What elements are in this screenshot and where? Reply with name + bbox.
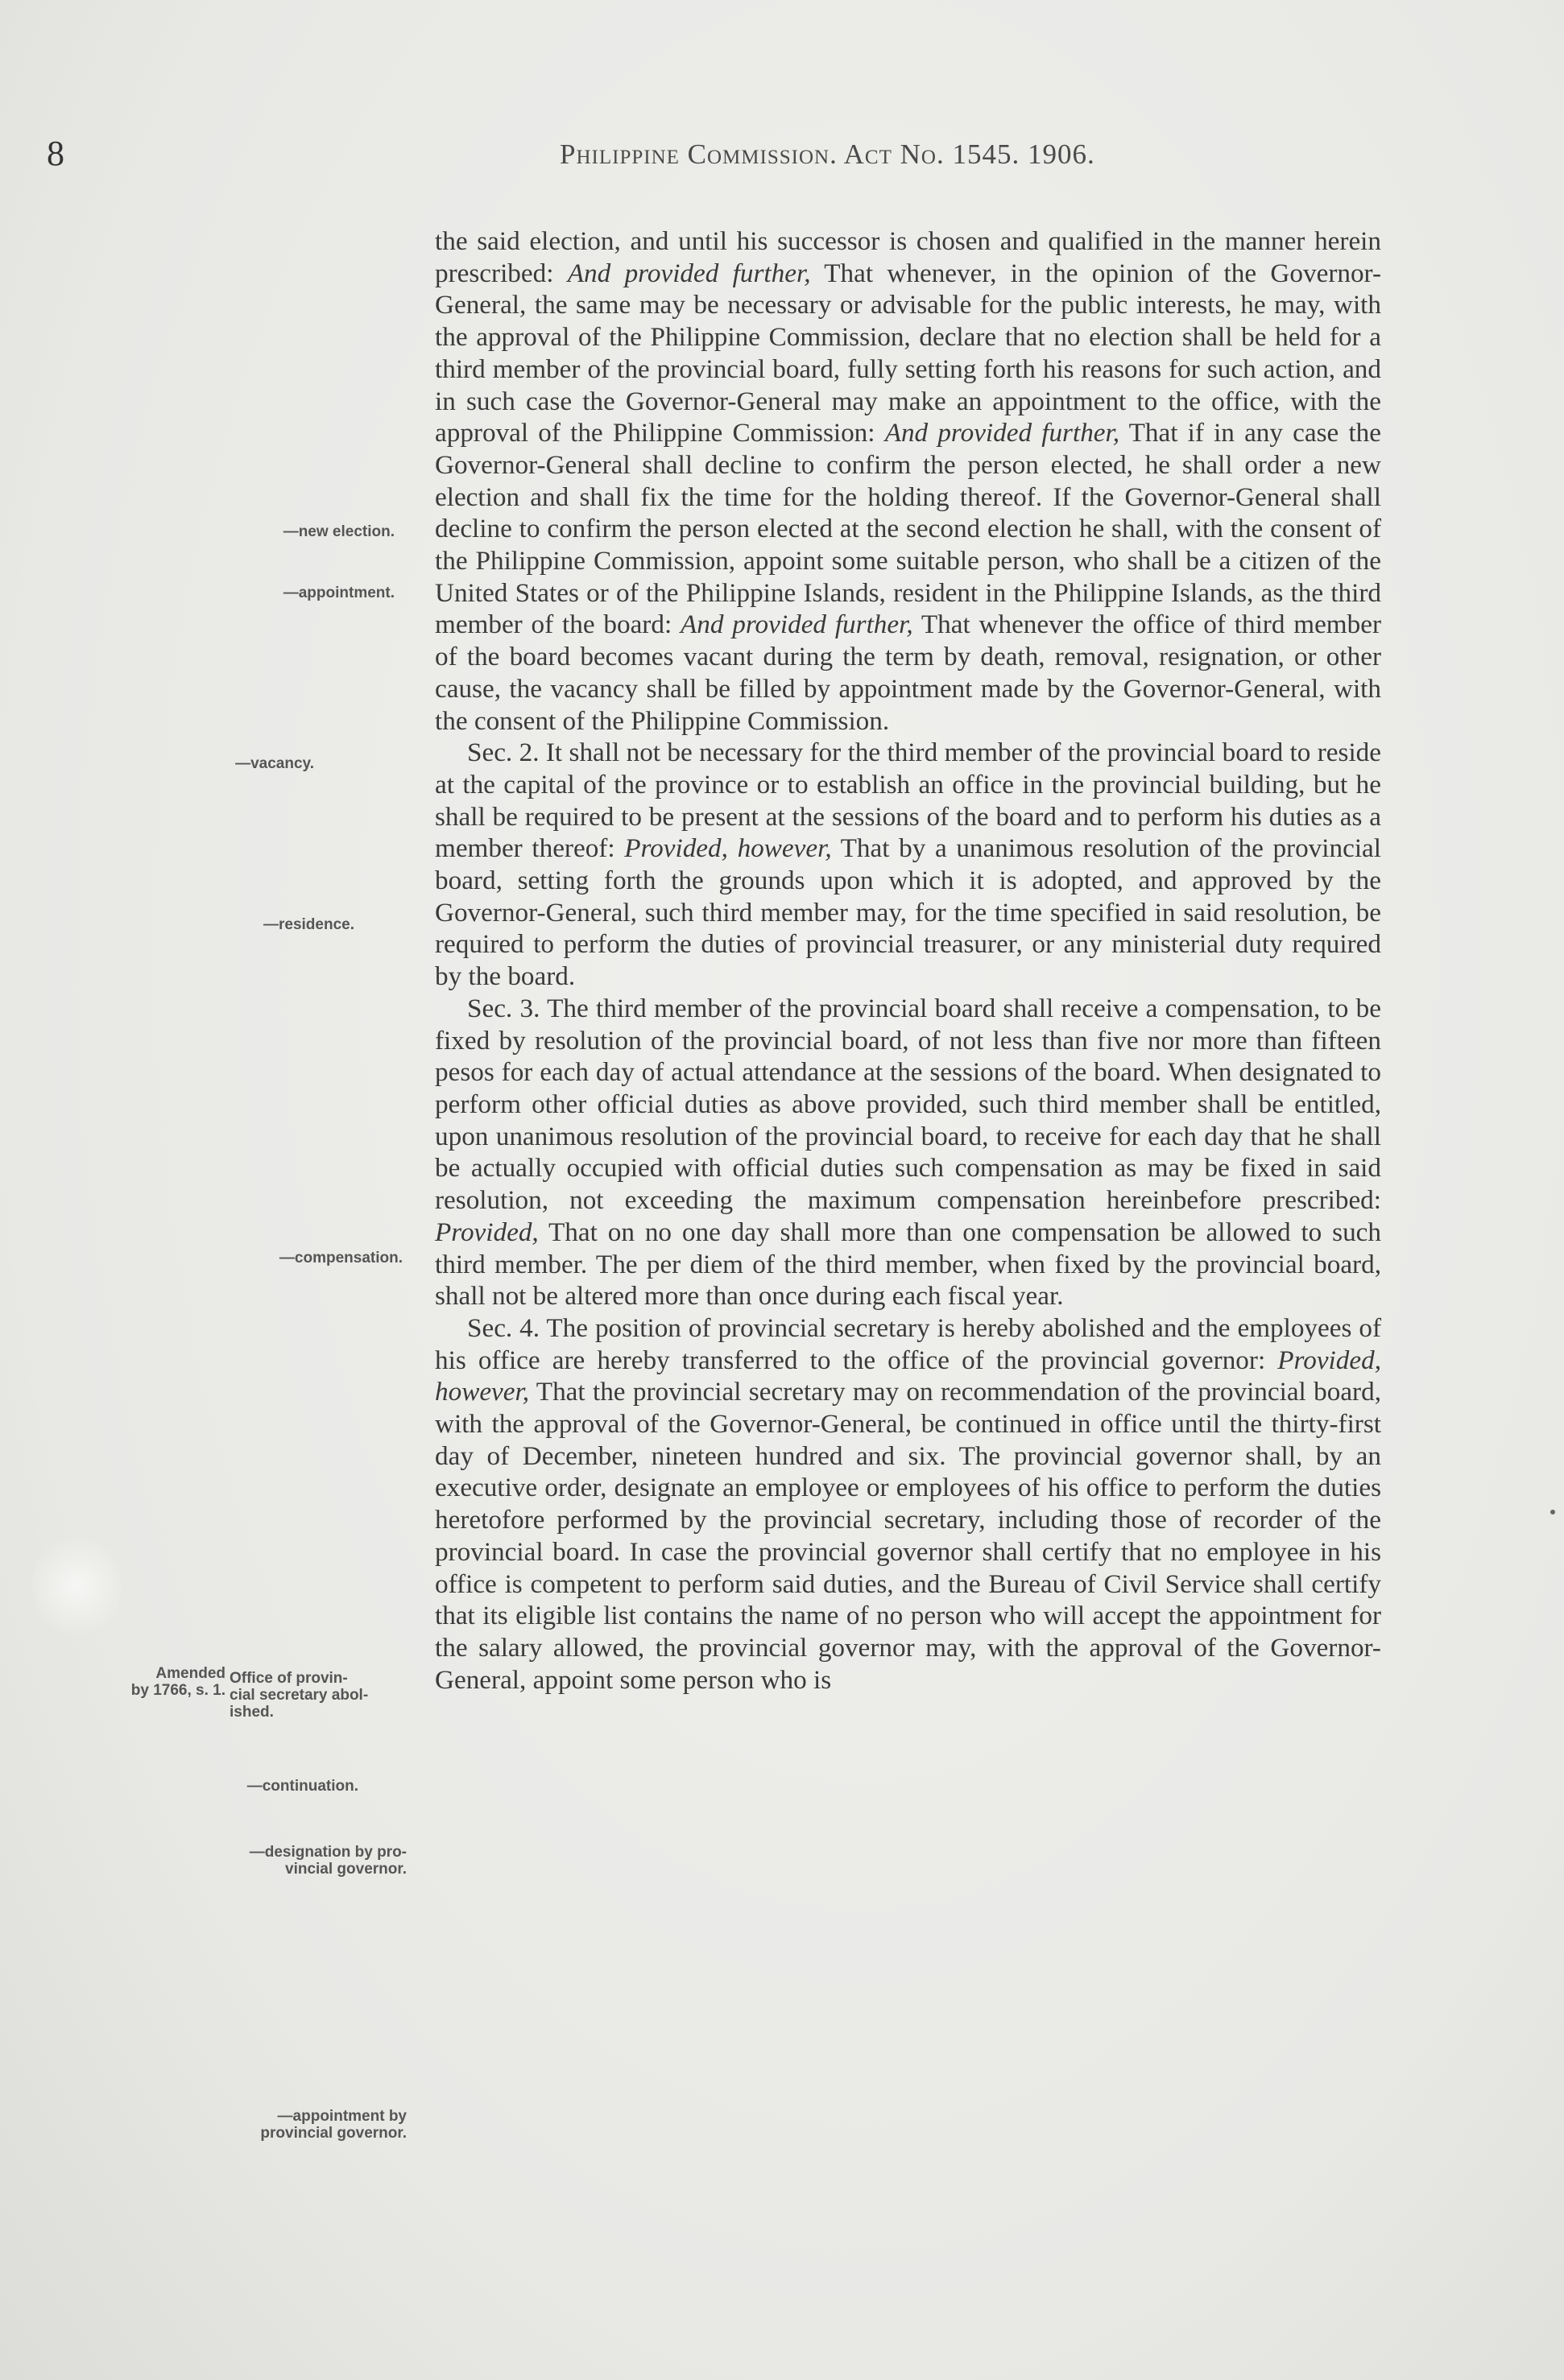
paragraph-section-4 [435, 1312, 1381, 1696]
margin-note-residence: —residence. [263, 916, 354, 933]
text-run-italic: Provided, however, [624, 833, 832, 864]
text-run: That the provincial secretary may on recommendation of the provincial board, with the approval of the Governor-General, be continued in office until the thirty-first day of December, nineteen hundred and six. The provincial governor shall, by an executive order, designate an employee or employees of his office to perform the duties heretofore performed by the provincial secretary, including those of recorder of the provincial board. In case the provincial governor shall certify that no employee in his office is competent to perform said duties, and the Bureau of Civil Service shall certify that its eligible list contains the name of no person who will accept the appointment for the salary allowed, the provincial governor may, with the approval of the Governor-General, appoint some person who is [435, 1377, 1381, 1695]
running-head: Philippine Commission. Act No. 1545. 1906. [560, 138, 1095, 170]
body-text [435, 225, 1381, 1696]
text-run: That if in any case the Governor-General shall decline to confirm the person elected, he shall order a new election and shall fix the time for the holding thereof. If the Governor-General shall decline to confirm the person elected at the second election he shall, with the consent of the Philippine Commission, appoint some suitable person, who shall be a citizen of the United States or of the Philippine Islands, resident in the Philippine Islands, as the third member of the board: [435, 418, 1382, 640]
text-run-italic: Provided, [435, 1217, 539, 1247]
margin-note-new-election: —new election. [283, 523, 395, 540]
page-number: 8 [47, 134, 64, 173]
text-run: That by a unanimous resolution of the provincial board, setting forth the grounds upon which it is adopted, and approved by the Governor-General, such third member may, for the time specified in said resolution, be required to perform the duties of provincial treasurer, or any ministerial duty required by the board. [435, 833, 1381, 992]
paragraph-section-3 [435, 993, 1381, 1312]
text-run-italic: And provided further, [681, 609, 913, 640]
margin-note-vacancy: —vacancy. [235, 755, 314, 772]
margin-note-amended: Amended by 1766, s. 1. [130, 1665, 225, 1699]
text-run: Sec. 3. The third member of the provincial board shall receive a compensation, to be fixed by resolution of the provincial board, of not less than five nor more than fifteen pesos for each day of actual attendance at the sessions of the board. When designated to perform other official duties as above provided, such third member shall be entitled, upon unanimous resolution of the provincial board, to receive for each day that he shall be actually occupied with official duties such compensation as may be fixed in said resolution, not exceeding the maximum compensation hereinbefore prescribed: [435, 993, 1381, 1216]
text-run: Sec. 2. It shall not be necessary for the third member of the provincial board to reside at the capital of the province or to establish an office in the provincial building, but he shall be required to be present at the sessions of the board and to perform his duties as a member thereof: [435, 738, 1381, 864]
text-run: That whenever the office of third member of the board becomes vacant during the term by death, removal, resignation, or other cause, the vacancy shall be filled by appointment made by the Governor-General, with the consent of the Philippine Commission. [435, 609, 1381, 736]
ink-speck [1550, 1510, 1555, 1514]
text-run: That on no one day shall more than one compensation be allowed to such third member. The per diem of the third member, when fixed by the provincial board, shall not be altered more than once during each fiscal year. [435, 1217, 1381, 1312]
margin-note-office-abolished: Office of provin- cial secretary abol- ished. [230, 1670, 369, 1721]
margin-note-continuation: —continuation. [246, 1778, 358, 1795]
text-run-italic: Provided, however, [435, 1345, 1381, 1407]
margin-note-compensation: —compensation. [279, 1250, 403, 1266]
paragraph-section-2 [435, 737, 1381, 993]
margin-note-appointment: —appointment. [283, 585, 395, 601]
text-run: Sec. 4. The position of provincial secretary is hereby abolished and the employees of his office are hereby transferred to the office of the provincial governor: [435, 1312, 1381, 1375]
paragraph-section-1-continued [435, 225, 1381, 737]
margin-note-appointment-by: —appointment by provincial governor. [260, 2108, 407, 2142]
text-run-italic: And provided further, [884, 418, 1120, 448]
text-run-italic: And provided further, [567, 258, 811, 288]
margin-note-designation: —designation by pro- vincial governor. [249, 1844, 407, 1878]
paper-stain [32, 1530, 121, 1642]
text-run: the said election, and until his successor is chosen and qualified in the manner herein prescribed: [435, 226, 1381, 288]
text-run: That whenever, in the opinion of the Governor-General, the same may be necessary or advisable for the public interests, he may, with the approval of the Philippine Commission, declare that no election shall be held for a third member of the provincial board, fully setting forth his reasons for such action, and in such case the Governor-General may make an appointment to the office, with the approval of the Philippine Commission: [435, 258, 1381, 448]
